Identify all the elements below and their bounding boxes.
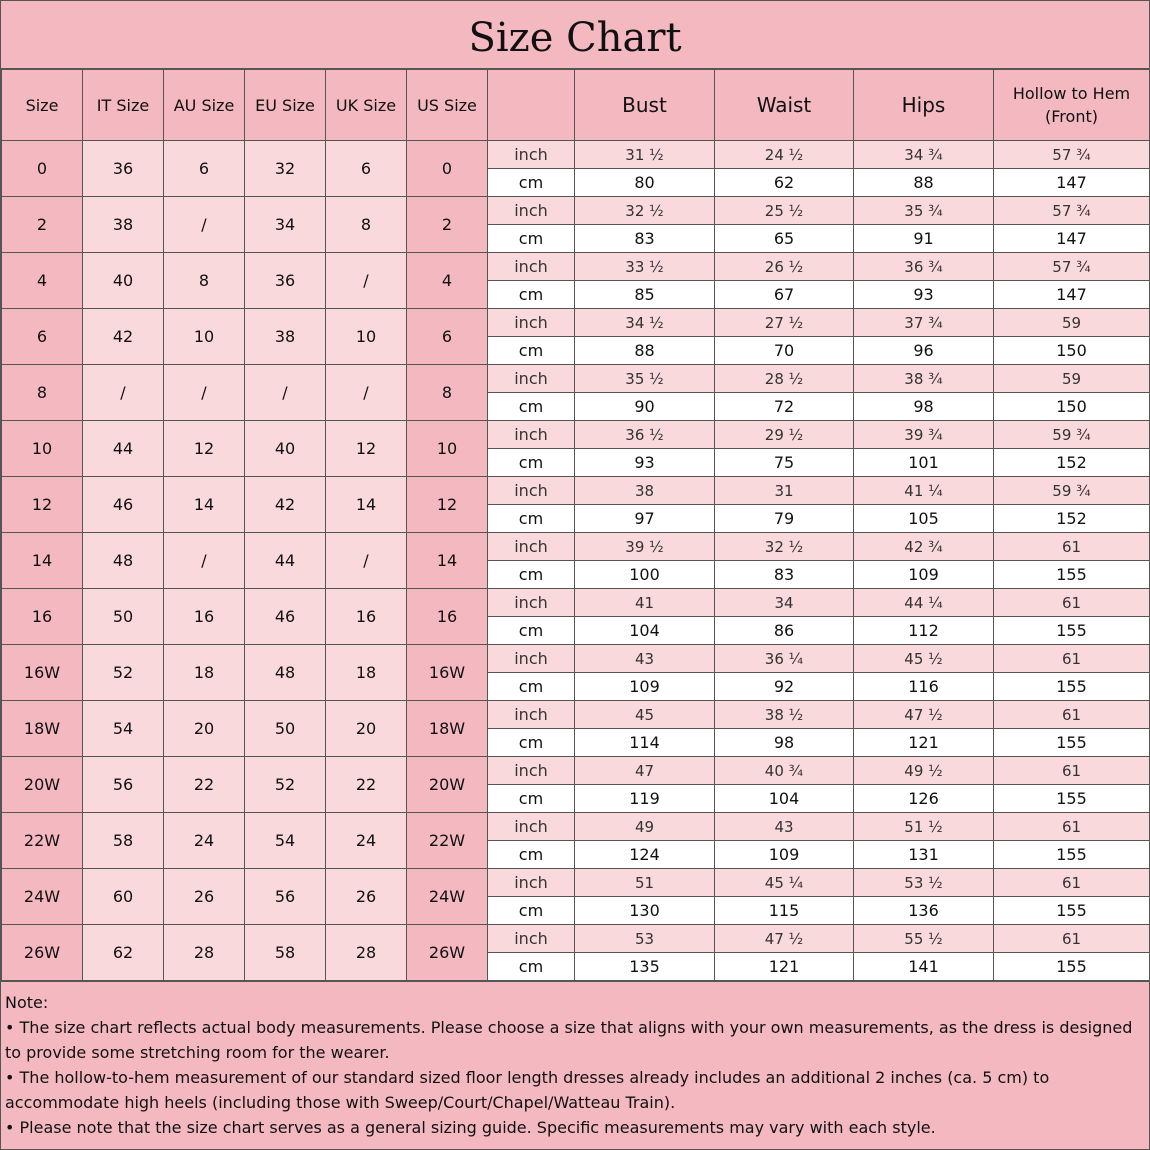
cell-bust: 109 (575, 673, 715, 701)
cell-hollow: 147 (994, 225, 1150, 253)
cell-waist: 28 ½ (715, 365, 854, 393)
cell-bust: 124 (575, 841, 715, 869)
cell-hollow: 150 (994, 393, 1150, 421)
table-row-inch (2, 477, 1150, 505)
cell-hips: 37 ¾ (854, 309, 994, 337)
cell-hollow: 155 (994, 785, 1150, 813)
cell-it-size: 48 (83, 533, 164, 589)
cell-bust: 39 ½ (575, 533, 715, 561)
cell-waist: 31 (715, 477, 854, 505)
notes-section (1, 981, 1149, 1140)
cell-uk-size: 8 (326, 197, 407, 253)
cell-hips: 42 ¾ (854, 533, 994, 561)
cell-waist: 27 ½ (715, 309, 854, 337)
cell-waist: 98 (715, 729, 854, 757)
cell-au-size: 12 (164, 421, 245, 477)
cell-hollow: 155 (994, 617, 1150, 645)
cell-hips: 105 (854, 505, 994, 533)
note-item: • The size chart reflects actual body measurements. Please choose a size that aligns with your own measurements, as the dress is designed to provide some stretching room for the wearer. (5, 1018, 1133, 1062)
cell-size-size: 22W (2, 813, 83, 869)
cell-us-size: 24W (407, 869, 488, 925)
cell-hollow: 152 (994, 505, 1150, 533)
cell-unit: inch (488, 141, 575, 169)
cell-us-size: 16W (407, 645, 488, 701)
cell-it-size: 40 (83, 253, 164, 309)
cell-au-size: / (164, 197, 245, 253)
cell-bust: 38 (575, 477, 715, 505)
cell-hollow: 57 ¾ (994, 253, 1150, 281)
cell-it-size: 44 (83, 421, 164, 477)
cell-unit: cm (488, 281, 575, 309)
cell-unit: cm (488, 505, 575, 533)
cell-unit: inch (488, 925, 575, 953)
cell-bust: 104 (575, 617, 715, 645)
cell-unit: cm (488, 841, 575, 869)
cell-hips: 101 (854, 449, 994, 477)
cell-hips: 36 ¾ (854, 253, 994, 281)
cell-it-size: 46 (83, 477, 164, 533)
cell-waist: 36 ¼ (715, 645, 854, 673)
cell-size-size: 16W (2, 645, 83, 701)
cell-size-size: 14 (2, 533, 83, 589)
table-row-inch (2, 309, 1150, 337)
cell-size-size: 10 (2, 421, 83, 477)
cell-bust: 49 (575, 813, 715, 841)
cell-us-size: 18W (407, 701, 488, 757)
cell-unit: inch (488, 869, 575, 897)
cell-uk-size: 28 (326, 925, 407, 981)
cell-waist: 70 (715, 337, 854, 365)
cell-bust: 47 (575, 757, 715, 785)
cell-bust: 33 ½ (575, 253, 715, 281)
cell-unit: cm (488, 337, 575, 365)
cell-hips: 131 (854, 841, 994, 869)
cell-unit: inch (488, 757, 575, 785)
cell-hips: 45 ½ (854, 645, 994, 673)
cell-au-size: 24 (164, 813, 245, 869)
cell-size-size: 0 (2, 141, 83, 197)
cell-bust: 80 (575, 169, 715, 197)
cell-hollow: 59 (994, 365, 1150, 393)
cell-it-size: 54 (83, 701, 164, 757)
page-title: Size Chart (1, 1, 1149, 69)
cell-bust: 36 ½ (575, 421, 715, 449)
cell-bust: 83 (575, 225, 715, 253)
cell-au-size: 16 (164, 589, 245, 645)
cell-hips: 126 (854, 785, 994, 813)
header-eu-size: EU Size (245, 70, 326, 141)
cell-unit: inch (488, 421, 575, 449)
cell-uk-size: 22 (326, 757, 407, 813)
cell-us-size: 20W (407, 757, 488, 813)
cell-us-size: 8 (407, 365, 488, 421)
cell-hollow: 147 (994, 169, 1150, 197)
cell-bust: 35 ½ (575, 365, 715, 393)
cell-unit: cm (488, 393, 575, 421)
cell-size-size: 8 (2, 365, 83, 421)
cell-us-size: 2 (407, 197, 488, 253)
cell-hips: 121 (854, 729, 994, 757)
cell-it-size: 56 (83, 757, 164, 813)
cell-hollow: 150 (994, 337, 1150, 365)
cell-hips: 55 ½ (854, 925, 994, 953)
cell-us-size: 6 (407, 309, 488, 365)
cell-au-size: 14 (164, 477, 245, 533)
cell-us-size: 14 (407, 533, 488, 589)
cell-waist: 32 ½ (715, 533, 854, 561)
cell-waist: 25 ½ (715, 197, 854, 225)
cell-waist: 47 ½ (715, 925, 854, 953)
cell-bust: 41 (575, 589, 715, 617)
cell-hollow: 152 (994, 449, 1150, 477)
cell-size-size: 18W (2, 701, 83, 757)
cell-au-size: 18 (164, 645, 245, 701)
cell-waist: 43 (715, 813, 854, 841)
cell-hips: 96 (854, 337, 994, 365)
note-item: • Please note that the size chart serves as a general sizing guide. Specific measurements may vary with each style. (5, 1118, 936, 1137)
cell-unit: inch (488, 589, 575, 617)
cell-unit: cm (488, 897, 575, 925)
cell-us-size: 12 (407, 477, 488, 533)
cell-unit: inch (488, 813, 575, 841)
cell-waist: 29 ½ (715, 421, 854, 449)
table-row-inch (2, 253, 1150, 281)
cell-uk-size: 12 (326, 421, 407, 477)
cell-waist: 75 (715, 449, 854, 477)
cell-eu-size: 50 (245, 701, 326, 757)
cell-waist: 34 (715, 589, 854, 617)
cell-bust: 100 (575, 561, 715, 589)
cell-size-size: 2 (2, 197, 83, 253)
cell-hips: 51 ½ (854, 813, 994, 841)
cell-bust: 135 (575, 953, 715, 981)
cell-unit: cm (488, 225, 575, 253)
cell-uk-size: 10 (326, 309, 407, 365)
table-row-inch (2, 533, 1150, 561)
cell-waist: 86 (715, 617, 854, 645)
cell-unit: cm (488, 561, 575, 589)
cell-eu-size: 52 (245, 757, 326, 813)
cell-eu-size: 44 (245, 533, 326, 589)
cell-bust: 119 (575, 785, 715, 813)
cell-waist: 121 (715, 953, 854, 981)
cell-waist: 24 ½ (715, 141, 854, 169)
cell-hips: 49 ½ (854, 757, 994, 785)
cell-hollow: 61 (994, 925, 1150, 953)
cell-au-size: 8 (164, 253, 245, 309)
cell-bust: 97 (575, 505, 715, 533)
cell-eu-size: 54 (245, 813, 326, 869)
cell-bust: 114 (575, 729, 715, 757)
size-table (1, 69, 1150, 981)
cell-au-size: 6 (164, 141, 245, 197)
cell-bust: 90 (575, 393, 715, 421)
table-body (2, 141, 1150, 981)
table-row-inch (2, 869, 1150, 897)
cell-waist: 26 ½ (715, 253, 854, 281)
cell-hips: 53 ½ (854, 869, 994, 897)
cell-hollow: 61 (994, 869, 1150, 897)
cell-waist: 79 (715, 505, 854, 533)
cell-us-size: 26W (407, 925, 488, 981)
cell-waist: 115 (715, 897, 854, 925)
cell-unit: cm (488, 785, 575, 813)
header-unit (488, 70, 575, 141)
cell-unit: cm (488, 729, 575, 757)
cell-bust: 130 (575, 897, 715, 925)
cell-size-size: 20W (2, 757, 83, 813)
header-au-size: AU Size (164, 70, 245, 141)
cell-hips: 39 ¾ (854, 421, 994, 449)
cell-unit: inch (488, 477, 575, 505)
header-it-size: IT Size (83, 70, 164, 141)
cell-bust: 43 (575, 645, 715, 673)
table-row-inch (2, 197, 1150, 225)
cell-au-size: 10 (164, 309, 245, 365)
header-size: Size (2, 70, 83, 141)
cell-us-size: 16 (407, 589, 488, 645)
cell-unit: cm (488, 673, 575, 701)
cell-unit: inch (488, 309, 575, 337)
cell-it-size: 50 (83, 589, 164, 645)
cell-waist: 67 (715, 281, 854, 309)
cell-uk-size: 6 (326, 141, 407, 197)
cell-hips: 44 ¼ (854, 589, 994, 617)
cell-hips: 35 ¾ (854, 197, 994, 225)
cell-hollow: 155 (994, 673, 1150, 701)
cell-it-size: 62 (83, 925, 164, 981)
cell-uk-size: 16 (326, 589, 407, 645)
cell-hollow: 61 (994, 701, 1150, 729)
cell-eu-size: 56 (245, 869, 326, 925)
cell-hollow: 147 (994, 281, 1150, 309)
cell-eu-size: 38 (245, 309, 326, 365)
cell-bust: 34 ½ (575, 309, 715, 337)
cell-it-size: 60 (83, 869, 164, 925)
cell-eu-size: 40 (245, 421, 326, 477)
cell-it-size: 38 (83, 197, 164, 253)
cell-hips: 93 (854, 281, 994, 309)
cell-eu-size: 32 (245, 141, 326, 197)
cell-hollow: 155 (994, 897, 1150, 925)
cell-hips: 109 (854, 561, 994, 589)
cell-uk-size: 20 (326, 701, 407, 757)
cell-unit: cm (488, 449, 575, 477)
cell-size-size: 4 (2, 253, 83, 309)
cell-bust: 51 (575, 869, 715, 897)
notes-heading: Note: (5, 993, 49, 1012)
header-uk-size: UK Size (326, 70, 407, 141)
cell-us-size: 10 (407, 421, 488, 477)
header-hips: Hips (854, 70, 994, 141)
cell-it-size: / (83, 365, 164, 421)
cell-it-size: 42 (83, 309, 164, 365)
cell-waist: 40 ¾ (715, 757, 854, 785)
table-row-inch (2, 365, 1150, 393)
cell-waist: 38 ½ (715, 701, 854, 729)
cell-eu-size: 36 (245, 253, 326, 309)
cell-hips: 112 (854, 617, 994, 645)
cell-it-size: 36 (83, 141, 164, 197)
cell-hollow: 61 (994, 757, 1150, 785)
table-row-inch (2, 421, 1150, 449)
cell-waist: 109 (715, 841, 854, 869)
cell-eu-size: 42 (245, 477, 326, 533)
header-hollow-to-hem: Hollow to Hem (Front) (994, 70, 1150, 141)
cell-bust: 45 (575, 701, 715, 729)
table-row-inch (2, 645, 1150, 673)
cell-hips: 47 ½ (854, 701, 994, 729)
header-row (2, 70, 1150, 141)
cell-eu-size: / (245, 365, 326, 421)
cell-uk-size: / (326, 533, 407, 589)
cell-hollow: 59 ¾ (994, 421, 1150, 449)
cell-size-size: 6 (2, 309, 83, 365)
cell-uk-size: 14 (326, 477, 407, 533)
cell-waist: 104 (715, 785, 854, 813)
cell-unit: cm (488, 169, 575, 197)
cell-size-size: 12 (2, 477, 83, 533)
cell-uk-size: 18 (326, 645, 407, 701)
cell-waist: 83 (715, 561, 854, 589)
cell-hips: 41 ¼ (854, 477, 994, 505)
cell-unit: cm (488, 953, 575, 981)
cell-hollow: 155 (994, 729, 1150, 757)
cell-hips: 98 (854, 393, 994, 421)
cell-unit: inch (488, 533, 575, 561)
cell-bust: 31 ½ (575, 141, 715, 169)
cell-it-size: 52 (83, 645, 164, 701)
cell-au-size: 26 (164, 869, 245, 925)
cell-eu-size: 46 (245, 589, 326, 645)
cell-hips: 38 ¾ (854, 365, 994, 393)
cell-us-size: 22W (407, 813, 488, 869)
cell-us-size: 4 (407, 253, 488, 309)
cell-uk-size: / (326, 365, 407, 421)
cell-bust: 53 (575, 925, 715, 953)
cell-au-size: 28 (164, 925, 245, 981)
cell-size-size: 26W (2, 925, 83, 981)
cell-waist: 62 (715, 169, 854, 197)
cell-uk-size: / (326, 253, 407, 309)
cell-waist: 45 ¼ (715, 869, 854, 897)
cell-hips: 34 ¾ (854, 141, 994, 169)
cell-us-size: 0 (407, 141, 488, 197)
header-waist: Waist (715, 70, 854, 141)
cell-unit: cm (488, 617, 575, 645)
header-us-size: US Size (407, 70, 488, 141)
cell-bust: 85 (575, 281, 715, 309)
cell-waist: 92 (715, 673, 854, 701)
cell-eu-size: 34 (245, 197, 326, 253)
cell-eu-size: 58 (245, 925, 326, 981)
cell-hips: 88 (854, 169, 994, 197)
cell-hips: 116 (854, 673, 994, 701)
table-row-inch (2, 925, 1150, 953)
cell-hollow: 61 (994, 533, 1150, 561)
cell-waist: 72 (715, 393, 854, 421)
cell-size-size: 16 (2, 589, 83, 645)
cell-unit: inch (488, 701, 575, 729)
cell-au-size: 20 (164, 701, 245, 757)
cell-hollow: 61 (994, 645, 1150, 673)
cell-hollow: 57 ¾ (994, 141, 1150, 169)
table-row-inch (2, 757, 1150, 785)
cell-unit: inch (488, 365, 575, 393)
cell-size-size: 24W (2, 869, 83, 925)
cell-hollow: 59 ¾ (994, 477, 1150, 505)
cell-hips: 91 (854, 225, 994, 253)
note-item: • The hollow-to-hem measurement of our standard sized floor length dresses already includes an additional 2 inches (ca. 5 cm) to accommodate high heels (including those with Sweep/Court/Chapel/Watteau Train). (5, 1068, 1050, 1112)
cell-bust: 88 (575, 337, 715, 365)
cell-bust: 93 (575, 449, 715, 477)
cell-bust: 32 ½ (575, 197, 715, 225)
cell-hollow: 155 (994, 841, 1150, 869)
table-row-inch (2, 141, 1150, 169)
cell-unit: inch (488, 197, 575, 225)
cell-eu-size: 48 (245, 645, 326, 701)
cell-uk-size: 26 (326, 869, 407, 925)
cell-hollow: 61 (994, 813, 1150, 841)
cell-unit: inch (488, 253, 575, 281)
table-row-inch (2, 701, 1150, 729)
cell-waist: 65 (715, 225, 854, 253)
cell-it-size: 58 (83, 813, 164, 869)
table-row-inch (2, 589, 1150, 617)
cell-hollow: 61 (994, 589, 1150, 617)
cell-hollow: 59 (994, 309, 1150, 337)
cell-unit: inch (488, 645, 575, 673)
cell-uk-size: 24 (326, 813, 407, 869)
cell-au-size: / (164, 365, 245, 421)
cell-au-size: 22 (164, 757, 245, 813)
cell-au-size: / (164, 533, 245, 589)
header-bust: Bust (575, 70, 715, 141)
cell-hollow: 155 (994, 953, 1150, 981)
cell-hips: 141 (854, 953, 994, 981)
table-row-inch (2, 813, 1150, 841)
cell-hollow: 155 (994, 561, 1150, 589)
cell-hips: 136 (854, 897, 994, 925)
cell-hollow: 57 ¾ (994, 197, 1150, 225)
